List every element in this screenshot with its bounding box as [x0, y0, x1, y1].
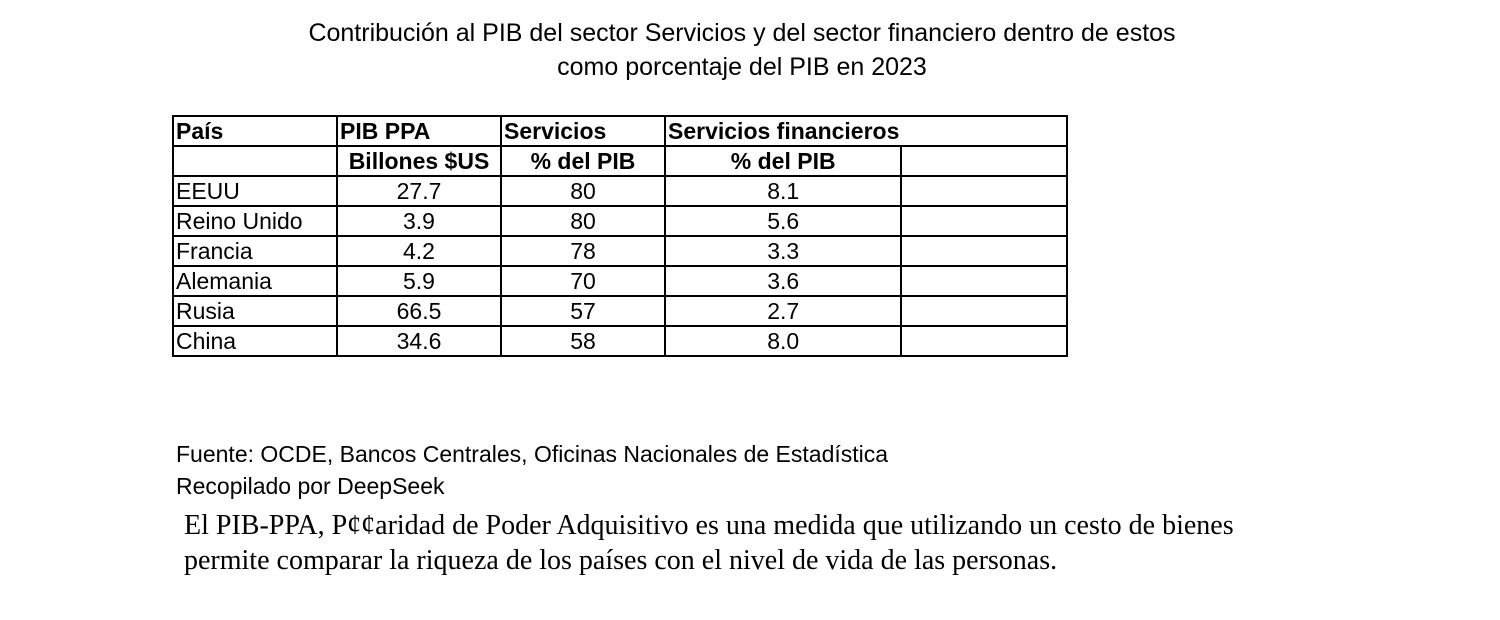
services-cell: 58: [501, 326, 665, 356]
empty-cell: [901, 326, 1067, 356]
pib-cell: 3.9: [337, 206, 501, 236]
country-cell: Rusia: [173, 296, 337, 326]
table-row: [173, 206, 1067, 236]
country-cell: Francia: [173, 236, 337, 266]
services-cell: 80: [501, 206, 665, 236]
compiled-by-line: Recopilado por DeepSeek: [176, 473, 445, 499]
financial-cell: 3.3: [665, 236, 901, 266]
title-line-2: como porcentaje del PIB en 2023: [557, 53, 927, 81]
table-row: [173, 326, 1067, 356]
country-cell: Alemania: [173, 266, 337, 296]
financial-cell: 8.0: [665, 326, 901, 356]
header-cell-financial-services: Servicios financieros: [665, 116, 901, 146]
pib-cell: 27.7: [337, 176, 501, 206]
financial-cell: 3.6: [665, 266, 901, 296]
source-note: [176, 438, 888, 502]
pib-cell: 4.2: [337, 236, 501, 266]
gdp-services-table: [172, 115, 1068, 357]
header-cell-empty: [901, 116, 1067, 146]
table-row: [173, 236, 1067, 266]
empty-cell: [901, 176, 1067, 206]
services-cell: 78: [501, 236, 665, 266]
note-line-2: permite comparar la riqueza de los países con el nivel de vida de las personas.: [184, 545, 1058, 576]
table-header-row: [173, 116, 1067, 146]
pib-cell: 5.9: [337, 266, 501, 296]
subheader-cell: [173, 146, 337, 176]
table-row: [173, 296, 1067, 326]
header-cell-pib-ppa: PIB PPA: [337, 116, 501, 146]
services-cell: 80: [501, 176, 665, 206]
financial-cell: 8.1: [665, 176, 901, 206]
table-row: [173, 176, 1067, 206]
note-line-1: El PIB-PPA, P¢¢aridad de Poder Adquisitivo es una medida que utilizando un cesto de bienes: [184, 510, 1234, 541]
source-line: Fuente: OCDE, Bancos Centrales, Oficinas Nacionales de Estadística: [176, 441, 889, 467]
empty-cell: [901, 206, 1067, 236]
country-cell: Reino Unido: [173, 206, 337, 236]
country-cell: China: [173, 326, 337, 356]
subheader-cell-units: Billones $US: [337, 146, 501, 176]
table-subheader-row: [173, 146, 1067, 176]
subheader-cell-financial-pct: % del PIB: [665, 146, 901, 176]
document-title: [0, 16, 1484, 84]
header-cell-services: Servicios: [501, 116, 665, 146]
financial-cell: 5.6: [665, 206, 901, 236]
pib-cell: 34.6: [337, 326, 501, 356]
services-cell: 57: [501, 296, 665, 326]
table-row: [173, 266, 1067, 296]
ppp-explanation-text[interactable]: [184, 508, 1384, 578]
subheader-cell: [901, 146, 1067, 176]
title-line-1: Contribución al PIB del sector Servicios y del sector financiero dentro de estos: [308, 19, 1176, 47]
financial-cell: 2.7: [665, 296, 901, 326]
header-cell-country: País: [173, 116, 337, 146]
empty-cell: [901, 296, 1067, 326]
subheader-cell-services-pct: % del PIB: [501, 146, 665, 176]
services-cell: 70: [501, 266, 665, 296]
country-cell: EEUU: [173, 176, 337, 206]
empty-cell: [901, 266, 1067, 296]
pib-cell: 66.5: [337, 296, 501, 326]
empty-cell: [901, 236, 1067, 266]
